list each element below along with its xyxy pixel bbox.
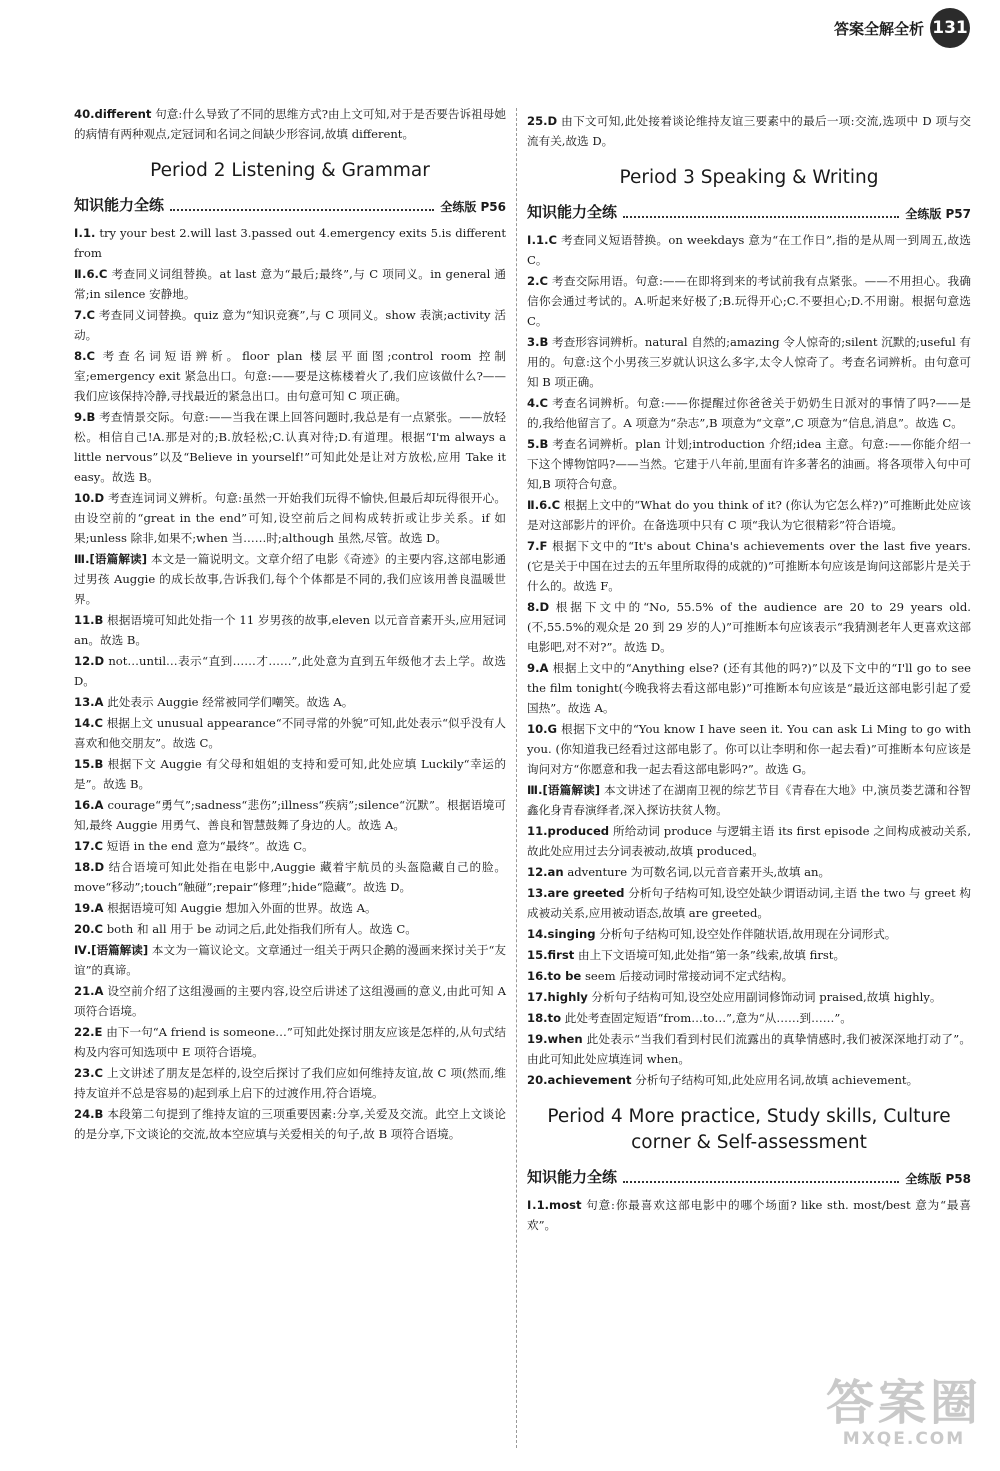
answer-entry	[74, 104, 506, 144]
answer-explanation: 根据下文中的“No, 55.5% of the audience are 20 to 29 years old. (不,55.5%的观众是 20 到 29 岁的人)”可推断本句应该表示“我猜测老年人更喜欢这部电影吧,对不对?”。故选 D。	[527, 600, 971, 654]
answer-number: 10.D	[74, 491, 105, 505]
answer-explanation: 此处表示“当我们看到村民们流露出的真挚情感时,我们被深深地打动了”。由此可知此处应填连词 when。	[527, 1032, 972, 1066]
answer-number: Ⅲ.[语篇解读]	[74, 552, 148, 566]
answer-entry	[74, 488, 506, 548]
section-page-ref: 全练版 P56	[440, 200, 506, 214]
answer-explanation: 所给动词 produce 与逻辑主语 its first episode 之间构成被动关系,故此处应用过去分词表被动,故填 produced。	[527, 824, 971, 858]
period-3-title: Period 3 Speaking & Writing	[619, 167, 879, 188]
answer-explanation: 结合语境可知此处指在电影中,Auggie 藏着宇航员的头盔隐藏自己的脸。move“移动”;touch“触碰”;repair“修理”;hide“隐藏”。故选 D。	[74, 860, 507, 894]
answer-entry	[527, 230, 971, 270]
answer-number: 14.C	[74, 716, 104, 730]
answer-number: Ⅰ.1.C	[527, 233, 558, 247]
answer-entry	[74, 940, 506, 980]
answer-explanation: 根据语境可知此处指一个 11 岁男孩的故事,eleven 以元音音素开头,应用冠词 an。故选 B。	[74, 613, 506, 647]
answer-number: 40.different	[74, 107, 152, 121]
answer-explanation: 根据上文中的“What do you think of it? (你认为它怎么样?)”可推断此处应该是对这部影片的评价。在备选项中只有 C 项“我认为它很精彩”符合语境。	[527, 498, 971, 532]
answer-number: 8.C	[74, 349, 95, 363]
answer-explanation: 句意:你最喜欢这部电影中的哪个场面? like sth. most/best 意为“最喜欢”。	[527, 1198, 971, 1232]
answer-entry	[74, 795, 506, 835]
answer-number: 9.A	[527, 661, 549, 675]
answer-explanation: 分析句子结构可知,设空处作伴随状语,故用现在分词形式。	[599, 927, 897, 941]
answer-explanation: 考查名词短语辨析。floor plan 楼层平面图;control room 控制室;emergency exit 紧急出口。句意:——要是这栋楼着火了,我们应该做什么?——我们应该保持冷静,寻找最近的紧急出口。由句意可知 C 项正确。	[74, 349, 506, 403]
answer-explanation: seem 后接动词时常接动词不定式结构。	[584, 969, 794, 983]
section-heading-p57	[527, 201, 971, 222]
answer-number: 18.to	[527, 1011, 562, 1025]
answer-number: Ⅰ.1.most	[527, 1198, 582, 1212]
answer-entry	[74, 1104, 506, 1144]
answer-number: 5.B	[527, 437, 549, 451]
answer-entry	[74, 305, 506, 345]
answer-number: 10.G	[527, 722, 558, 736]
answer-entry	[74, 857, 506, 897]
answer-explanation: 本文讲述了在湖南卫视的综艺节目《青春在大地》中,演员娄艺潇和谷智鑫化身青春演绎者,深入探访扶贫人物。	[527, 783, 971, 817]
watermark-url: MXQE.COM	[842, 1429, 966, 1449]
answer-entry	[527, 495, 971, 535]
answer-explanation: 分析句子结构可知,此处应用名词,故填 achievement。	[635, 1073, 919, 1087]
answer-number: 19.A	[74, 901, 104, 915]
answer-explanation: 设空前介绍了这组漫画的主要内容,设空后讲述了这组漫画的意义,由此可知 A 项符合语境。	[74, 984, 506, 1018]
answer-number: 15.first	[527, 948, 575, 962]
answer-number: 12.D	[74, 654, 105, 668]
answer-explanation: 本文为一篇议论文。文章通过一组关于两只企鹅的漫画来探讨关于“友谊”的真谛。	[74, 943, 506, 977]
answer-number: Ⅱ.6.C	[74, 267, 108, 281]
answer-entry	[527, 332, 971, 392]
answer-entry	[527, 271, 971, 331]
right-tail-entries	[527, 1195, 971, 1235]
answer-number: 15.B	[74, 757, 104, 771]
section-page-ref: 全练版 P57	[905, 207, 971, 221]
answer-number: 9.B	[74, 410, 96, 424]
answer-number: 16.to be	[527, 969, 582, 983]
left-column	[74, 104, 506, 1145]
answer-entry	[527, 780, 971, 820]
answer-number: Ⅲ.[语篇解读]	[527, 783, 601, 797]
answer-explanation: 根据下文 Auggie 有父母和姐姐的支持和爱可知,此处应填 Luckily“幸运的是”。故选 B。	[74, 757, 507, 791]
answer-number: 21.A	[74, 984, 104, 998]
answer-explanation: not…until…表示“直到……才……”,此处意为直到五年级他才去上学。故选 D。	[74, 654, 507, 688]
section-label: 知识能力全练	[527, 203, 618, 221]
answer-explanation: 本文是一篇说明文。文章介绍了电影《奇迹》的主要内容,这部电影通过男孩 Auggie 的成长故事,告诉我们,每个个体都是不同的,我们应该用善良温暖世界。	[74, 552, 506, 606]
answer-number: 7.F	[527, 539, 548, 553]
answer-entry	[74, 610, 506, 650]
answer-number: 3.B	[527, 335, 549, 349]
answer-entry	[527, 1008, 971, 1028]
answer-explanation: 考查同义词替换。quiz 意为“知识竞赛”,与 C 项同义。show 表演;activity 活动。	[74, 308, 506, 342]
answer-entry	[74, 981, 506, 1021]
answer-explanation: try your best 2.will last 3.passed out 4.emergency exits 5.is different from	[74, 226, 506, 260]
answer-entry	[74, 549, 506, 609]
answer-entry	[527, 597, 971, 657]
answer-number: Ⅱ.6.C	[527, 498, 561, 512]
period-2-title: Period 2 Listening & Grammar	[150, 160, 430, 181]
answer-explanation: 此处表示 Auggie 经常被同学们嘲笑。故选 A。	[107, 695, 354, 709]
answer-number: 19.when	[527, 1032, 583, 1046]
answer-entry	[527, 111, 971, 151]
answer-explanation: 根据上文中的“Anything else? (还有其他的吗?)”以及下文中的“I'll go to see the film tonight(今晚我将去看这部电影)”可推断本句应该是“最近这部电影引起了爱国热”。故选 A。	[527, 661, 972, 715]
answer-explanation: 分析句子结构可知,设空处应用副词修饰动词 praised,故填 highly。	[591, 990, 942, 1004]
answer-number: 7.C	[74, 308, 95, 322]
answer-entry	[527, 434, 971, 494]
answer-number: 16.A	[74, 798, 104, 812]
page-number-badge: 131	[930, 8, 970, 48]
answer-entry	[527, 536, 971, 596]
answer-number: 2.C	[527, 274, 548, 288]
left-top-entries	[74, 104, 506, 144]
answer-number: 12.an	[527, 865, 564, 879]
watermark-text: 答案圈	[825, 1375, 982, 1431]
answer-entry	[74, 223, 506, 263]
answer-entry	[527, 987, 971, 1007]
answer-explanation: 上文讲述了朋友是怎样的,设空后探讨了我们应如何维持友谊,故 C 项(然而,维持友谊并不总是容易的)起到承上启下的过渡作用,符合语境。	[74, 1066, 506, 1100]
answer-entry	[74, 346, 506, 406]
answer-entry	[527, 883, 971, 923]
answer-explanation: 根据上文 unusual appearance“不同寻常的外貌”可知,此处表示“似乎没有人喜欢和他交朋友”。故选 C。	[74, 716, 506, 750]
dotted-leader	[623, 1181, 899, 1183]
answer-number: 20.C	[74, 922, 104, 936]
section-heading-p58	[527, 1166, 971, 1187]
left-answer-list	[74, 223, 506, 1144]
answer-explanation: 根据下文中的“You know I have seen it. You can ask Li Ming to go with you. (你知道我已经看过这部电影了。你可以让李明和你一起去看)”可推断本句应该是询问对方“你愿意和我一起去看这部电影吗?”。故选 G。	[527, 722, 972, 776]
answer-number: Ⅰ.1.	[74, 226, 96, 240]
answer-explanation: 根据语境可知 Auggie 想加入外面的世界。故选 A。	[107, 901, 377, 915]
answer-entry	[74, 407, 506, 487]
answer-explanation: both 和 all 用于 be 动词之后,此处指我们所有人。故选 C。	[106, 922, 417, 936]
section-label: 知识能力全练	[74, 196, 165, 214]
answer-entry	[527, 719, 971, 779]
answer-explanation: 考查连词词义辨析。句意:虽然一开始我们玩得不愉快,但最后却玩得很开心。由设空前的“great in the end”可知,设空前后之间构成转折或让步关系。if 如果;unless 除非,如果不;when 当……时;although 虽然,尽管。故选 D。	[74, 491, 506, 545]
answer-entry	[527, 658, 971, 718]
header-title: 答案全解全析	[833, 19, 924, 38]
answer-entry	[527, 924, 971, 944]
answer-number: 18.D	[74, 860, 105, 874]
right-top-entries	[527, 111, 971, 151]
section-label: 知识能力全练	[527, 1168, 618, 1186]
column-divider	[516, 108, 517, 1448]
answer-explanation: 短语 in the end 意为“最终”。故选 C。	[106, 839, 314, 853]
answer-explanation: 分析句子结构可知,设空处缺少谓语动词,主语 the two 与 greet 构成被动关系,应用被动语态,故填 are greeted。	[527, 886, 971, 920]
answer-entry	[74, 1022, 506, 1062]
answer-entry	[527, 1195, 971, 1235]
answer-entry	[527, 1070, 971, 1090]
answer-entry	[527, 862, 971, 882]
period-4-title: Period 4 More practice, Study skills, Culture corner & Self-assessment	[547, 1106, 951, 1153]
answer-entry	[527, 1029, 971, 1069]
answer-number: 20.achievement	[527, 1073, 632, 1087]
page-header	[834, 8, 970, 48]
watermark-logo	[826, 1377, 982, 1449]
answer-explanation: 考查交际用语。句意:——在即将到来的考试前我有点紧张。——不用担心。我确信你会通过考试的。A.听起来好极了;B.玩得开心;C.不要担心;D.不用谢。根据句意选 C。	[527, 274, 971, 328]
answer-number: 23.C	[74, 1066, 104, 1080]
dotted-leader	[623, 216, 899, 218]
answer-entry	[527, 966, 971, 986]
answer-explanation: 此处考查固定短语“from…to…”,意为“从……到……”。	[564, 1011, 852, 1025]
answer-entry	[74, 651, 506, 691]
answer-explanation: 考查名词辨析。plan 计划;introduction 介绍;idea 主意。句意:——你能介绍一下这个博物馆吗?——当然。它建于八年前,里面有许多著名的油画。将各项带入句中可知,B 项符合句意。	[527, 437, 971, 491]
answer-entry	[74, 713, 506, 753]
answer-number: 17.C	[74, 839, 104, 853]
answer-explanation: 考查情景交际。句意:——当我在课上回答问题时,我总是有一点紧张。——放轻松。相信自己!A.那是对的;B.放轻松;C.认真对待;D.有道理。根据“I'm always a little nervous”以及“Believe in yourself!”可知此处是让对方放松,应用 Take it easy。故选 B。	[74, 410, 506, 484]
answer-explanation: 句意:什么导致了不同的思维方式?由上文可知,对于是否要告诉祖母她的病情有两种观点,定冠词和名词之间缺少形容词,故填 different。	[74, 107, 507, 141]
answer-explanation: 考查名词辨析。句意:——你提醒过你爸爸关于奶奶生日派对的事情了吗?——是的,我给他留言了。A 项意为“杂志”,B 项意为“文章”,C 项意为“信息,消息”。故选 C。	[527, 396, 971, 430]
answer-explanation: 考查形容词辨析。natural 自然的;amazing 令人惊奇的;silent 沉默的;useful 有用的。句意:这个小男孩三岁就认识这么多字,太令人惊奇了。考查名词辨析。由句意可知 B 项正确。	[527, 335, 971, 389]
answer-entry	[527, 821, 971, 861]
answer-explanation: 考查同义短语替换。on weekdays 意为“在工作日”,指的是从周一到周五,故选 C。	[527, 233, 971, 267]
answer-number: 25.D	[527, 114, 558, 128]
answer-entry	[74, 264, 506, 304]
answer-number: 8.D	[527, 600, 550, 614]
answer-explanation: courage“勇气”;sadness“悲伤”;illness“疾病”;silence“沉默”。根据语境可知,最终 Auggie 用勇气、善良和智慧鼓舞了身边的人。故选 A。	[74, 798, 506, 832]
answer-entry	[74, 754, 506, 794]
answer-number: 24.B	[74, 1107, 104, 1121]
answer-number: 4.C	[527, 396, 548, 410]
answer-entry	[74, 1063, 506, 1103]
answer-entry	[527, 393, 971, 433]
right-column	[527, 111, 971, 1236]
answer-number: 13.are greeted	[527, 886, 625, 900]
answer-number: 11.B	[74, 613, 104, 627]
answer-explanation: 根据下文中的“It's about China's achievements over the last five years.(它是关于中国在过去的五年里所取得的成就的)”可推断本句应该是询问这部影片是关于什么的。故选 F。	[527, 539, 971, 593]
section-heading-p56	[74, 194, 506, 215]
answer-number: Ⅳ.[语篇解读]	[74, 943, 149, 957]
answer-number: 11.produced	[527, 824, 610, 838]
answer-explanation: adventure 为可数名词,以元音音素开头,故填 an。	[567, 865, 831, 879]
answer-explanation: 本段第二句提到了维持友谊的三项重要因素:分享,关爱及交流。此空上文谈论的是分享,下文谈论的交流,故本空应填与关爱相关的句子,故 B 项符合语境。	[74, 1107, 506, 1141]
answer-number: 22.E	[74, 1025, 103, 1039]
answer-entry	[74, 692, 506, 712]
answer-number: 13.A	[74, 695, 104, 709]
answer-entry	[74, 898, 506, 918]
answer-number: 14.singing	[527, 927, 596, 941]
answer-entry	[74, 919, 506, 939]
answer-explanation: 由下文可知,此处接着谈论维持友谊三要素中的最后一项:交流,选项中 D 项与交流有关,故选 D。	[527, 114, 972, 148]
answer-explanation: 考查同义词组替换。at last 意为“最后;最终”,与 C 项同义。in general 通常;in silence 安静地。	[74, 267, 506, 301]
answer-entry	[74, 836, 506, 856]
dotted-leader	[170, 209, 434, 211]
section-page-ref: 全练版 P58	[905, 1172, 971, 1186]
right-answer-list	[527, 230, 971, 1090]
answer-number: 17.highly	[527, 990, 588, 1004]
answer-explanation: 由上下文语境可知,此处指“第一条”线索,故填 first。	[577, 948, 846, 962]
answer-entry	[527, 945, 971, 965]
answer-explanation: 由下一句“A friend is someone…”可知此处探讨朋友应该是怎样的,从句式结构及内容可知选项中 E 项符合语境。	[74, 1025, 506, 1059]
